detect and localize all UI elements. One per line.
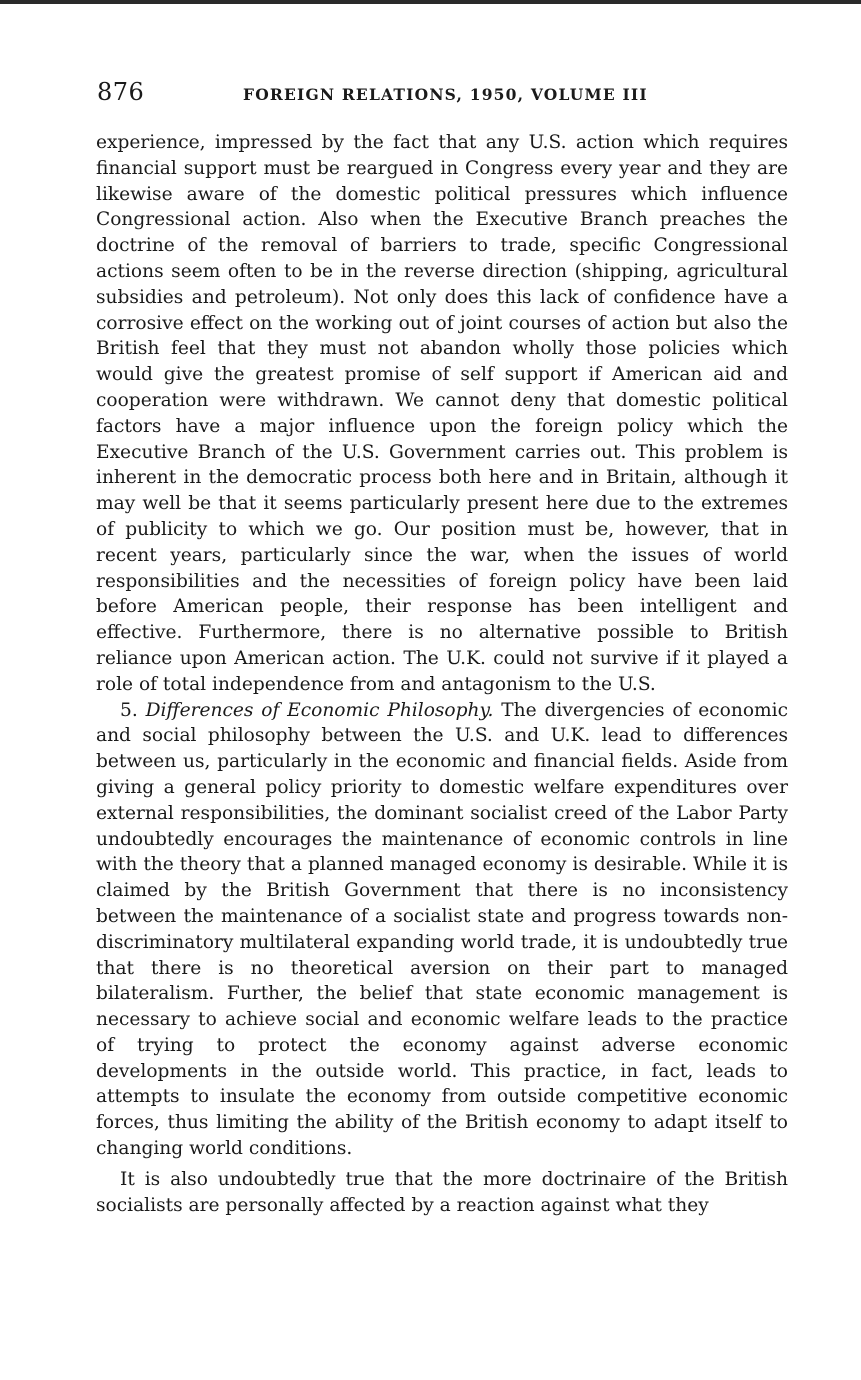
section-body: The divergencies of economic and social philosophy between the U.S. and U.K. lead to differences between us, particularly in the economic and financial fields. Aside from giving a general policy priority to domestic welfare expenditures over external responsibilities, the dominant socialist creed of the Labor Party undoubtedly encourages the maintenance of economic controls in line with the theory that a planned managed economy is desirable. While it is claimed by the British Government that there is no inconsistency between the maintenance of a socialist state and progress towards non-discriminatory multilateral expanding world trade, it is undoubtedly true that there is no theoretical aversion on their part to managed bilateralism. Further, the belief that state economic management is necessary to achieve social and economic welfare leads to the practice of trying to protect the economy against adverse economic developments in the outside world. This practice, in fact, leads to attempts to insulate the economy from outside competitive economic forces, thus limiting the ability of the British economy to adapt itself to changing world conditions. <box>96 699 788 1160</box>
paragraph-continuation: experience, impressed by the fact that any U.S. action which requires financial support must be reargued in Congress every year and they are likewise aware of the domestic political pressures which influence Congressional action. Also when the Executive Branch preaches the doctrine of the removal of barriers to trade, specific Congressional actions seem often to be in the reverse direction (shipping, agricultural subsidies and petroleum). Not only does this lack of confidence have a corrosive effect on the working out of joint courses of action but also the British feel that they must not abandon wholly those policies which would give the greatest promise of self support if American aid and cooperation were withdrawn. We cannot deny that domestic political factors have a major influence upon the foreign policy which the Executive Branch of the U.S. Government carries out. This problem is inherent in the democratic process both here and in Britain, although it may well be that it seems particularly present here due to the extremes of publicity to which we go. Our position must be, however, that in recent years, particularly since the war, when the issues of world responsibilities and the necessities of foreign policy have been laid before American people, their response has been intelligent and effective. Furthermore, there is no alternative possible to British reliance upon American action. The U.K. could not survive if it played a role of total independence from and antagonism to the U.S. <box>96 132 788 695</box>
page-number: 876 <box>97 78 145 106</box>
section-number: 5. <box>120 699 138 721</box>
running-head: FOREIGN RELATIONS, 1950, VOLUME III <box>243 85 648 104</box>
document-body <box>96 130 788 1218</box>
page-header <box>97 78 787 110</box>
page-top-border <box>0 0 861 4</box>
paragraph-doctrinaire-socialists: It is also undoubtedly true that the more doctrinaire of the British socialists are personally affected by a reaction against what they <box>96 1168 788 1216</box>
section-heading: Differences of Economic Philosophy. <box>145 699 494 721</box>
paragraph-economic-philosophy <box>96 698 788 1162</box>
